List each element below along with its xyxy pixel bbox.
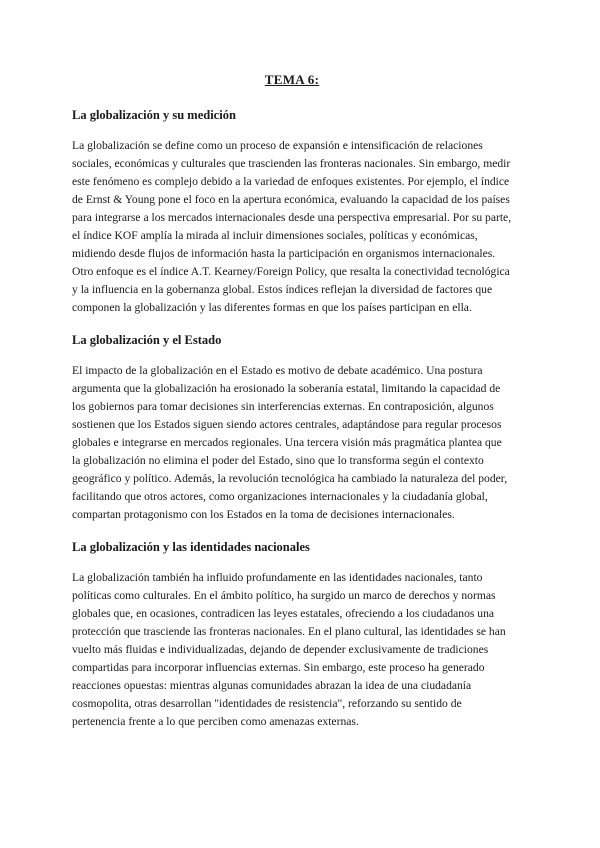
document-title: TEMA 6: [264, 72, 320, 87]
section-heading: La globalización y el Estado [72, 333, 222, 347]
section-heading: La globalización y su medición [72, 108, 236, 122]
section-measurement [72, 108, 512, 317]
section-paragraph: La globalización también ha influido profundamente en las identidades nacionales, tanto políticas como culturales. En el ámbito político, ha surgido un marco de derechos y normas globales que, en ocasiones, contradicen las leyes estatales, ofreciendo a los ciudadanos una protección que trasciende las fronteras nacionales. En el plano cultural, las identidades se han vuelto más fluidas e individualizadas, dejando de depender exclusivamente de tradiciones compartidas para incorporar influencias externas. Sin embargo, este proceso ha generado reacciones opuestas: mientras algunas comunidades abrazan la idea de una ciudadanía cosmopolita, otras desarrollan "identidades de resistencia", reforzando su sentido de pertenencia frente a lo que perciben como amenazas externas. [72, 571, 506, 728]
section-heading: La globalización y las identidades nacionales [72, 540, 310, 554]
section-identities [72, 540, 512, 731]
section-state [72, 333, 512, 524]
section-paragraph: La globalización se define como un proceso de expansión e intensificación de relaciones sociales, económicas y culturales que trascienden las fronteras nacionales. Sin embargo, medir este fenómeno es complejo debido a la variedad de enfoques existentes. Por ejemplo, el índice de Ernst & Young pone el foco en la apertura económica, evaluando la capacidad de los países para integrarse a los mercados internacionales desde una perspectiva empresarial. Por su parte, el índice KOF amplía la mirada al incluir dimensiones sociales, políticas y económicas, midiendo desde flujos de información hasta la participación en organismos internacionales. Otro enfoque es el índice A.T. Kearney/Foreign Policy, que resalta la conectividad tecnológica y la influencia en la gobernanza global. Estos índices reflejan la diversidad de factores que componen la globalización y las diferentes formas en que los países participan en ella. [72, 139, 512, 314]
section-paragraph: El impacto de la globalización en el Estado es motivo de debate académico. Una postura argumenta que la globalización ha erosionado la soberanía estatal, limitando la capacidad de los gobiernos para tomar decisiones sin interferencias externas. En contraposición, algunos sostienen que los Estados siguen siendo actores centrales, adaptándose para regular procesos globales e integrarse en mercados regionales. Una tercera visión más pragmática plantea que la globalización no elimina el poder del Estado, sino que lo transforma según el contexto geográfico y político. Además, la revolución tecnológica ha cambiado la naturaleza del poder, facilitando que otros actores, como organizaciones internacionales y la ciudadanía global, compartan protagonismo con los Estados en la toma de decisiones internacionales. [72, 364, 508, 521]
